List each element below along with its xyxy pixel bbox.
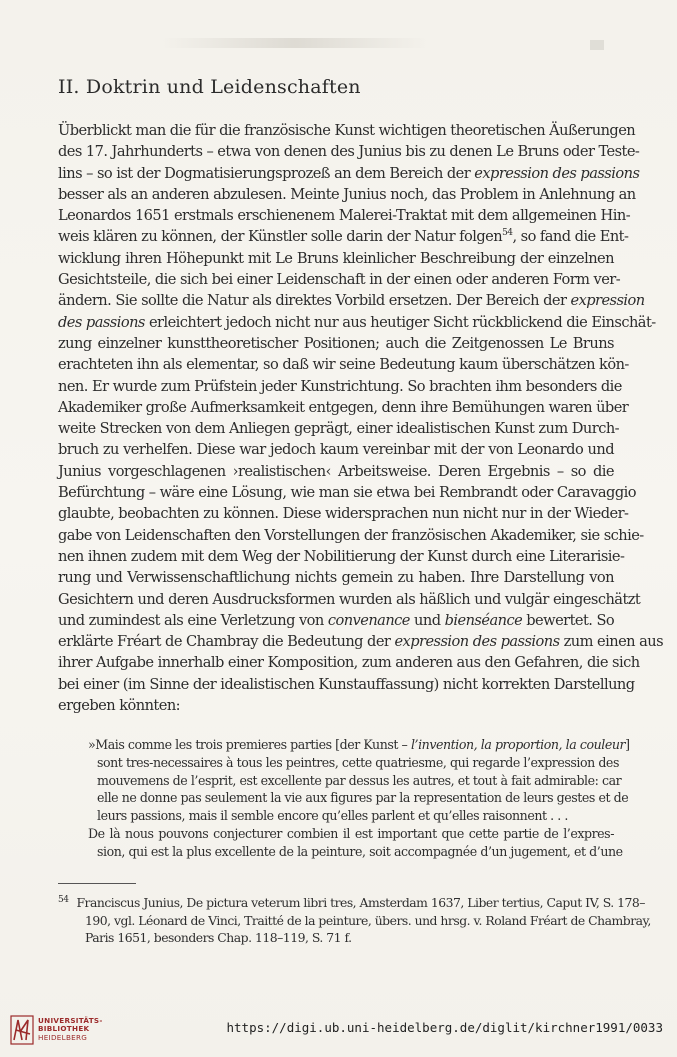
text-line: wicklung ihren Höhepunkt mit Le Bruns kleinlicher Beschreibung der einzelnen	[58, 249, 614, 267]
text-line: rung und Verwissenschaftlichung nichts gemein zu haben. Ihre Darstellung von	[58, 569, 614, 587]
text-line: weite Strecken von dem Anliegen geprägt, einer idealistischen Kunst zum Durch-	[58, 420, 620, 438]
text-line: Leonardos 1651 erstmals erschienenem Malerei-Traktat mit dem allgemeinen Hin-	[58, 207, 631, 225]
text-line: nen. Er wurde zum Prüfstein jeder Kunstrichtung. So brachten ihm besonders die	[58, 377, 622, 395]
text-line: zung einzelner kunsttheoretischer Positionen; auch die Zeitgenossen Le Bruns	[58, 334, 614, 352]
text-line: weis klären zu können, der Künstler solle darin der Natur folgen$^{54}$, so fand die Ent-	[58, 228, 629, 246]
quote-line: »Mais comme les trois premieres parties [der Kunst – l’invention, la proportion, la couleur]	[88, 737, 630, 752]
text-line: und zumindest als eine Verletzung von convenance und bienséance bewertet. So	[58, 611, 615, 629]
text-line: erachteten ihn als elementar, so daß wir seine Bedeutung kaum überschätzen kön-	[58, 356, 629, 374]
text-line: gabe von Leidenschaften den Vorstellungen der französischen Akademiker, sie schie-	[58, 526, 644, 544]
text-line: Gesichtern und deren Ausdrucksformen wurden als häßlich und vulgär eingeschätzt	[58, 590, 641, 608]
text-line: ändern. Sie sollte die Natur als direktes Vorbild ersetzen. Der Bereich der expression	[58, 292, 645, 310]
main-paragraph	[58, 120, 664, 716]
text-line: bruch zu verhelfen. Diese war jedoch kaum vereinbar mit der von Leonardo und	[58, 441, 614, 459]
footnote-line: Paris 1651, besonders Chap. 118–119, S. 71 f.	[85, 930, 352, 946]
footnote	[58, 894, 651, 947]
text-line: lins – so ist der Dogmatisierungsprozeß an dem Bereich der expression des passions	[58, 164, 640, 182]
text-line: Gesichtsteile, die sich bei einer Leidenschaft in der einen oder anderen Form ver-	[58, 271, 621, 289]
quote-line: mouvemens de l’esprit, est excellente par dessus les autres, et tout à fait admirable: car	[97, 772, 622, 788]
text-line: nen ihnen zudem mit dem Weg der Nobilitierung der Kunst durch eine Literarisie-	[58, 547, 625, 565]
footnote-number: 54	[58, 894, 69, 905]
text-line: ihrer Aufgabe innerhalb einer Komposition, zum anderen aus den Gefahren, die sich	[58, 654, 640, 672]
text-line: erklärte Fréart de Chambray die Bedeutung der expression des passions zum einen aus	[58, 633, 664, 651]
text-line: des passions erleichtert jedoch nicht nur aus heutiger Sicht rückblickend die Einschät-	[58, 313, 656, 331]
quote-line: sion, qui est la plus excellente de la peinture, soit accompagnée d’un jugement, et d’une	[97, 843, 623, 859]
footnote-line: $^{54}$ Franciscus Junius, De pictura veterum libri tres, Amsterdam 1637, Liber tertius, Caput IV, S. 178–	[58, 894, 645, 910]
text-line: Befürchtung – wäre eine Lösung, wie man sie etwa bei Rembrandt oder Caravaggio	[58, 484, 636, 502]
text-line: Akademiker große Aufmerksamkeit entgegen, denn ihre Bemühungen waren über	[58, 398, 629, 416]
text-line: des 17. Jahrhunderts – etwa von denen des Junius bis zu denen Le Bruns oder Teste-	[58, 143, 640, 161]
bleed-through-header	[160, 38, 430, 48]
university-library-logo-icon[interactable]	[8, 1012, 38, 1048]
bleed-through-pagenum	[590, 40, 604, 50]
text-line: besser als an anderen abzulesen. Meinte Junius noch, das Problem in Anlehnung an	[58, 185, 636, 203]
footnote-line: 190, vgl. Léonard de Vinci, Traitté de la peinture, übers. und hrsg. v. Roland Fréart de Chambray,	[85, 912, 651, 928]
text-line: glaubte, beobachten zu können. Diese widersprachen nun nicht nur in der Wieder-	[58, 505, 629, 523]
quote-line: sont tres-necessaires à tous les peintres, cette quatriesme, qui regarde l’expression des	[97, 754, 619, 770]
permalink-url[interactable]: https://digi.ub.uni-heidelberg.de/diglit/kirchner1991/0033	[226, 1020, 663, 1035]
quote-line: elle ne donne pas seulement la vie aux figures par la representation de leurs gestes et de	[97, 790, 629, 806]
quote-line: leurs passions, mais il semble encore qu’elles parlent et qu’elles raisonnent . . .	[97, 808, 568, 824]
footnote-ref[interactable]: 54	[502, 228, 513, 239]
footnote-divider	[58, 883, 136, 884]
text-line: Junius vorgeschlagenen ›realistischen‹ Arbeitsweise. Deren Ergebnis – so die	[58, 462, 614, 480]
text-line: ergeben könnten:	[58, 697, 181, 715]
block-quote	[88, 736, 630, 861]
library-name[interactable]: UNIVERSITÄTS- BIBLIOTHEK HEIDELBERG	[38, 1016, 103, 1042]
text-line: bei einer (im Sinne der idealistischen Kunstauffassung) nicht korrekten Darstellung	[58, 675, 635, 693]
section-heading: II. Doktrin und Leidenschaften	[58, 76, 361, 98]
text-line: Überblickt man die für die französische Kunst wichtigen theoretischen Äußerungen	[58, 122, 636, 139]
quote-line: De là nous pouvons conjecturer combien il est important que cette partie de l’expres-	[88, 825, 614, 841]
